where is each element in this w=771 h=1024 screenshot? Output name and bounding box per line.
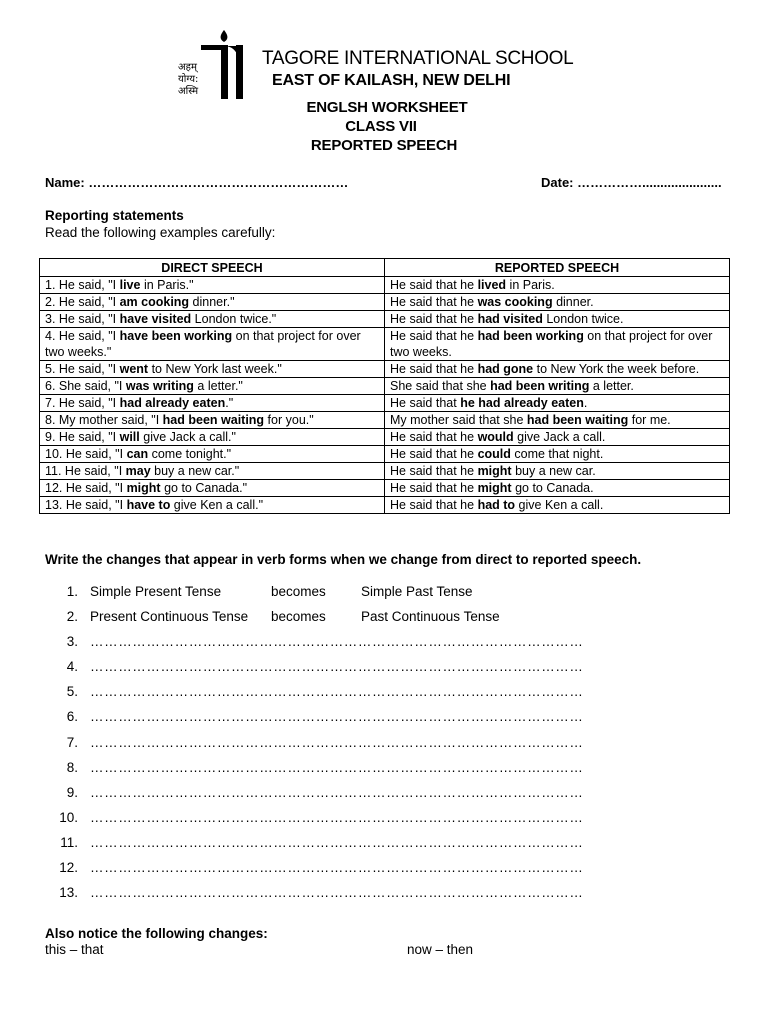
sentence-text: to New York last week." (148, 362, 282, 376)
answer-blank: …………………………………………………………………………………………… (90, 634, 584, 650)
item-number: 1. (66, 584, 78, 599)
sentence-text: 6. She said, "I (45, 379, 126, 393)
table-row (40, 429, 730, 446)
sentence-text: 2. He said, "I (45, 295, 120, 309)
reported-speech-cell (385, 361, 730, 378)
sentence-text: in Paris." (140, 278, 194, 292)
answer-blank: …………………………………………………………………………………………… (90, 834, 584, 850)
sentence-text: give Ken a call." (170, 498, 264, 512)
sentence-text: give Jack a call. (513, 430, 606, 444)
exercise-question: Write the changes that appear in verb forms when we change from direct to reported speech. (45, 552, 642, 567)
sentence-text: He said that (390, 396, 461, 410)
sentence-text: He said that he (390, 464, 478, 478)
item-number: 8. (66, 759, 78, 775)
item-number: 3. (66, 634, 78, 650)
answer-blank: …………………………………………………………………………………………… (90, 809, 584, 825)
section-instruction: Read the following examples carefully: (45, 225, 276, 240)
table-row (40, 378, 730, 395)
word-pair: this – that (45, 942, 104, 957)
sentence-text: buy a new car." (150, 464, 240, 478)
item-number: 6. (66, 709, 78, 725)
answer-blank: …………………………………………………………………………………………… (90, 659, 584, 675)
verb-form: have to (126, 498, 171, 512)
verb-form: had visited (477, 312, 543, 326)
item-number: 9. (66, 784, 78, 800)
verb-form: live (119, 278, 141, 292)
sentence-text: give Ken a call. (515, 498, 604, 512)
verb-form: had already eaten (119, 396, 226, 410)
table-row (40, 328, 730, 361)
reported-speech-cell (385, 311, 730, 328)
school-address: EAST OF KAILASH, NEW DELHI (272, 72, 511, 89)
tense-from: Simple Present Tense (90, 584, 222, 599)
sentence-text: 5. He said, "I (45, 362, 120, 376)
verb-form: lived (477, 278, 507, 292)
reported-speech-cell (385, 446, 730, 463)
table-row (40, 497, 730, 514)
sentence-text: My mother said that she (390, 413, 527, 427)
verb-form: had been working (477, 329, 584, 343)
sentence-text: 8. My mother said, "I (45, 413, 163, 427)
reported-speech-cell (385, 395, 730, 412)
table-row (40, 463, 730, 480)
reported-speech-cell (385, 497, 730, 514)
header-direct: DIRECT SPEECH (40, 259, 385, 277)
item-number: 12. (59, 860, 78, 876)
sentence-text: for me. (628, 413, 671, 427)
direct-speech-cell (40, 429, 385, 446)
sentence-text: He said that he (390, 278, 478, 292)
verb-form: had to (477, 498, 516, 512)
sentence-text: a letter." (193, 379, 243, 393)
table-row (40, 294, 730, 311)
table-row (40, 412, 730, 429)
verb-form: have been working (119, 329, 233, 343)
answer-blank: …………………………………………………………………………………………… (90, 784, 584, 800)
verb-form: was writing (125, 379, 194, 393)
item-number: 10. (59, 809, 78, 825)
sentence-text: 13. He said, "I (45, 498, 127, 512)
sentence-text: He said that he (390, 295, 478, 309)
sentence-text: go to Canada. (511, 481, 594, 495)
header-reported: REPORTED SPEECH (385, 259, 730, 277)
reported-speech-cell (385, 412, 730, 429)
sentence-text: 9. He said, "I (45, 430, 120, 444)
item-number: 5. (66, 684, 78, 700)
reported-speech-cell (385, 328, 730, 361)
sentence-text: for you." (264, 413, 314, 427)
item-number: 11. (60, 834, 78, 850)
answer-blank: …………………………………………………………………………………………… (90, 709, 584, 725)
table-row (40, 311, 730, 328)
verb-form: went (119, 362, 149, 376)
sentence-text: 11. He said, "I (45, 464, 126, 478)
sentence-text: 10. He said, "I (45, 447, 127, 461)
sentence-text: He said that he (390, 329, 478, 343)
verb-form: had been writing (490, 379, 590, 393)
logo-motto-line: अहम् (178, 62, 197, 73)
verb-form: will (119, 430, 140, 444)
reported-speech-cell (385, 378, 730, 395)
item-number: 2. (66, 609, 78, 625)
reported-speech-cell (385, 480, 730, 497)
table-row (40, 446, 730, 463)
sentence-text: 1. He said, "I (45, 278, 120, 292)
logo-motto-line: अस्मि (178, 86, 199, 97)
verb-form: might (477, 464, 512, 478)
school-logo (174, 28, 254, 100)
item-number: 4. (66, 659, 78, 675)
sentence-text: ." (225, 396, 234, 410)
sentence-text: in Paris. (506, 278, 555, 292)
sentence-text: 3. He said, "I (45, 312, 120, 326)
direct-speech-cell (40, 294, 385, 311)
direct-speech-cell (40, 480, 385, 497)
direct-speech-cell (40, 361, 385, 378)
reported-speech-cell (385, 294, 730, 311)
verb-form: he had already eaten (460, 396, 584, 410)
verb-form: might (477, 481, 512, 495)
table-row (40, 277, 730, 294)
sentence-text: 7. He said, "I (45, 396, 120, 410)
sentence-text: . (583, 396, 588, 410)
reported-speech-cell (385, 429, 730, 446)
becomes-word: becomes (271, 584, 326, 599)
direct-speech-cell (40, 277, 385, 294)
verb-form: would (477, 430, 514, 444)
verb-form: had been waiting (162, 413, 265, 427)
sentence-text: 4. He said, "I (45, 329, 120, 343)
direct-speech-cell (40, 311, 385, 328)
section-heading: Reporting statements (45, 208, 184, 223)
sentence-text: on that project for over two weeks." (45, 329, 361, 359)
answer-blank: …………………………………………………………………………………………… (90, 684, 584, 700)
verb-form: could (477, 447, 511, 461)
sentence-text: dinner." (189, 295, 235, 309)
sentence-text: come tonight." (148, 447, 232, 461)
direct-speech-cell (40, 446, 385, 463)
sentence-text: He said that he (390, 447, 478, 461)
sentence-text: He said that he (390, 312, 478, 326)
tense-to: Simple Past Tense (361, 584, 473, 599)
table-row (40, 480, 730, 497)
worksheet-title: ENGLSH WORKSHEET (306, 99, 468, 116)
topic-title: REPORTED SPEECH (310, 137, 458, 154)
sentence-text: He said that he (390, 430, 478, 444)
direct-speech-cell (40, 412, 385, 429)
direct-speech-cell (40, 328, 385, 361)
item-number: 7. (66, 734, 78, 750)
table-row (40, 395, 730, 412)
answer-blank: …………………………………………………………………………………………… (90, 885, 584, 901)
sentence-text: on that project for over two weeks. (390, 329, 713, 359)
class-title: CLASS VII (345, 118, 417, 135)
direct-speech-cell (40, 395, 385, 412)
reported-speech-cell (385, 277, 730, 294)
verb-form: am cooking (119, 295, 190, 309)
sentence-text: buy a new car. (511, 464, 596, 478)
speech-table (39, 258, 730, 514)
sentence-text: He said that he (390, 498, 478, 512)
tense-to: Past Continuous Tense (361, 609, 500, 625)
verb-form: may (125, 464, 151, 478)
sentence-text: go to Canada." (160, 481, 248, 495)
sentence-text: come that night. (510, 447, 604, 461)
becomes-word: becomes (271, 609, 326, 625)
word-pair: now – then (407, 942, 474, 957)
verb-form: was cooking (477, 295, 553, 309)
direct-speech-cell (40, 497, 385, 514)
notice-heading: Also notice the following changes: (45, 926, 268, 941)
sentence-text: She said that she (390, 379, 491, 393)
verb-form: might (126, 481, 161, 495)
tense-from: Present Continuous Tense (90, 609, 249, 625)
table-row (40, 361, 730, 378)
sentence-text: dinner. (552, 295, 594, 309)
sentence-text: to New York the week before. (533, 362, 700, 376)
answer-blank: …………………………………………………………………………………………… (90, 860, 584, 876)
name-field: Name: …………………………………………………… (45, 175, 349, 190)
sentence-text: London twice." (191, 312, 277, 326)
answer-blank: …………………………………………………………………………………………… (90, 734, 584, 750)
verb-form: had been waiting (526, 413, 629, 427)
verb-form: had gone (477, 362, 534, 376)
verb-form: have visited (119, 312, 192, 326)
direct-speech-cell (40, 378, 385, 395)
school-name: TAGORE INTERNATIONAL SCHOOL (262, 48, 574, 69)
sentence-text: 12. He said, "I (45, 481, 127, 495)
direct-speech-cell (40, 463, 385, 480)
item-number: 13. (59, 885, 78, 901)
verb-form: can (126, 447, 149, 461)
answer-blank: …………………………………………………………………………………………… (90, 759, 584, 775)
sentence-text: He said that he (390, 481, 478, 495)
sentence-text: a letter. (589, 379, 634, 393)
sentence-text: London twice. (542, 312, 624, 326)
sentence-text: He said that he (390, 362, 478, 376)
date-field: Date: ……………...................... (541, 175, 722, 190)
sentence-text: give Jack a call." (139, 430, 236, 444)
reported-speech-cell (385, 463, 730, 480)
logo-motto-line: योग्य: (178, 74, 199, 85)
table-header-row (40, 259, 730, 277)
